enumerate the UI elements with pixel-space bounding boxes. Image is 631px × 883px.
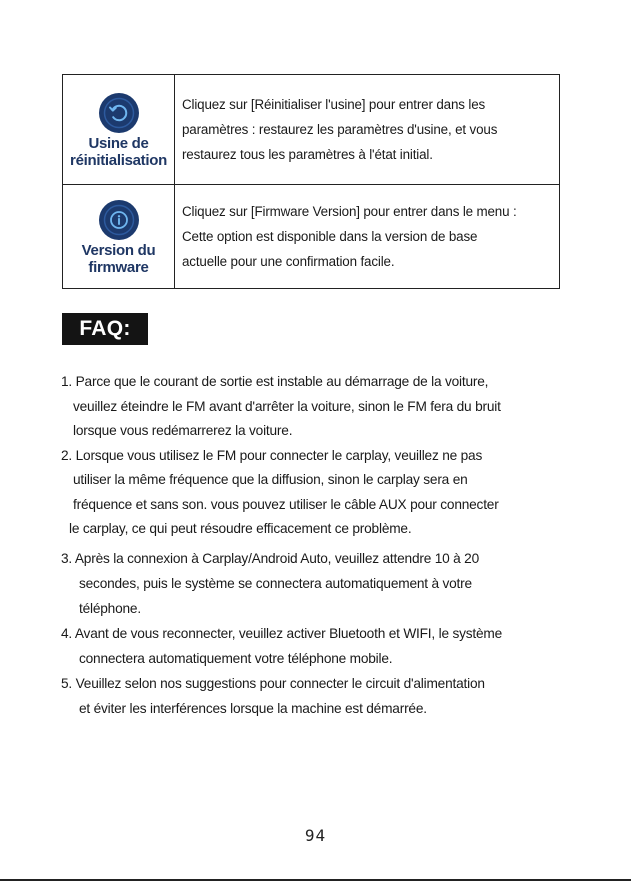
faq-line: Après la connexion à Carplay/Android Auto, veuillez attendre 10 à 20: [74, 550, 480, 566]
faq-number: 1.: [61, 374, 73, 389]
faq-line: Avant de vous reconnecter, veuillez activer Bluetooth et WIFI, le système: [74, 625, 503, 641]
faq-number: 2.: [61, 447, 73, 463]
faq-item: [61, 546, 571, 621]
faq-line: téléphone.: [79, 600, 141, 616]
info-icon: [99, 200, 139, 240]
faq-line: lorsque vous redémarrerez la voiture.: [73, 423, 293, 438]
faq-item: [61, 621, 571, 671]
faq-line: connectera automatiquement votre téléphone mobile.: [79, 650, 393, 666]
firmware-label-line2: firmware: [88, 258, 149, 276]
bottom-rule: [0, 879, 631, 881]
description-line: Cliquez sur [Réinitialiser l'usine] pour entrer dans les: [182, 97, 486, 112]
description-line: Cette option est disponible dans la version de base: [182, 229, 478, 244]
faq-line: utiliser la même fréquence que la diffusion, sinon le carplay sera en: [73, 472, 468, 487]
description-line: Cliquez sur [Firmware Version] pour entrer dans le menu :: [182, 204, 517, 219]
reset-icon: [99, 93, 139, 133]
description-line: actuelle pour une confirmation facile.: [182, 254, 395, 269]
faq-line: fréquence et sans son. vous pouvez utiliser le câble AUX pour connecter: [73, 496, 499, 512]
firmware-label-line1: Version du: [81, 241, 156, 259]
settings-table: [62, 74, 560, 289]
settings-icon-cell: [63, 75, 175, 185]
faq-line: Lorsque vous utilisez le FM pour connecter le carplay, veuillez ne pas: [75, 447, 483, 463]
factory-reset-description: [175, 75, 560, 185]
description-line: restaurez tous les paramètres à l'état initial.: [182, 147, 433, 162]
faq-line: Parce que le courant de sortie est instable au démarrage de la voiture,: [75, 374, 489, 389]
faq-number: 5.: [61, 675, 73, 691]
settings-row-factory-reset: [63, 75, 560, 185]
faq-number: 3.: [61, 550, 73, 566]
faq-line: secondes, puis le système se connectera automatiquement à votre: [79, 575, 472, 591]
settings-icon-cell: [63, 185, 175, 289]
faq-line: et éviter les interférences lorsque la machine est démarrée.: [79, 700, 427, 716]
description-line: paramètres : restaurez les paramètres d'usine, et vous: [182, 122, 498, 137]
faq-list: [61, 370, 571, 721]
faq-item: [61, 444, 571, 542]
factory-reset-label-line2: réinitialisation: [70, 151, 167, 169]
faq-item: [61, 671, 571, 721]
factory-reset-label-line1: Usine de: [88, 134, 149, 152]
faq-number: 4.: [61, 625, 73, 641]
settings-row-firmware-version: [63, 185, 560, 289]
faq-line: veuillez éteindre le FM avant d'arrêter la voiture, sinon le FM fera du bruit: [73, 398, 501, 414]
faq-item: [61, 370, 571, 444]
faq-line: le carplay, ce qui peut résoudre efficacement ce problème.: [69, 521, 412, 536]
firmware-description: [175, 185, 560, 289]
faq-line: Veuillez selon nos suggestions pour connecter le circuit d'alimentation: [75, 675, 485, 691]
faq-heading: FAQ:: [62, 313, 148, 345]
page-number: 94: [304, 826, 327, 845]
